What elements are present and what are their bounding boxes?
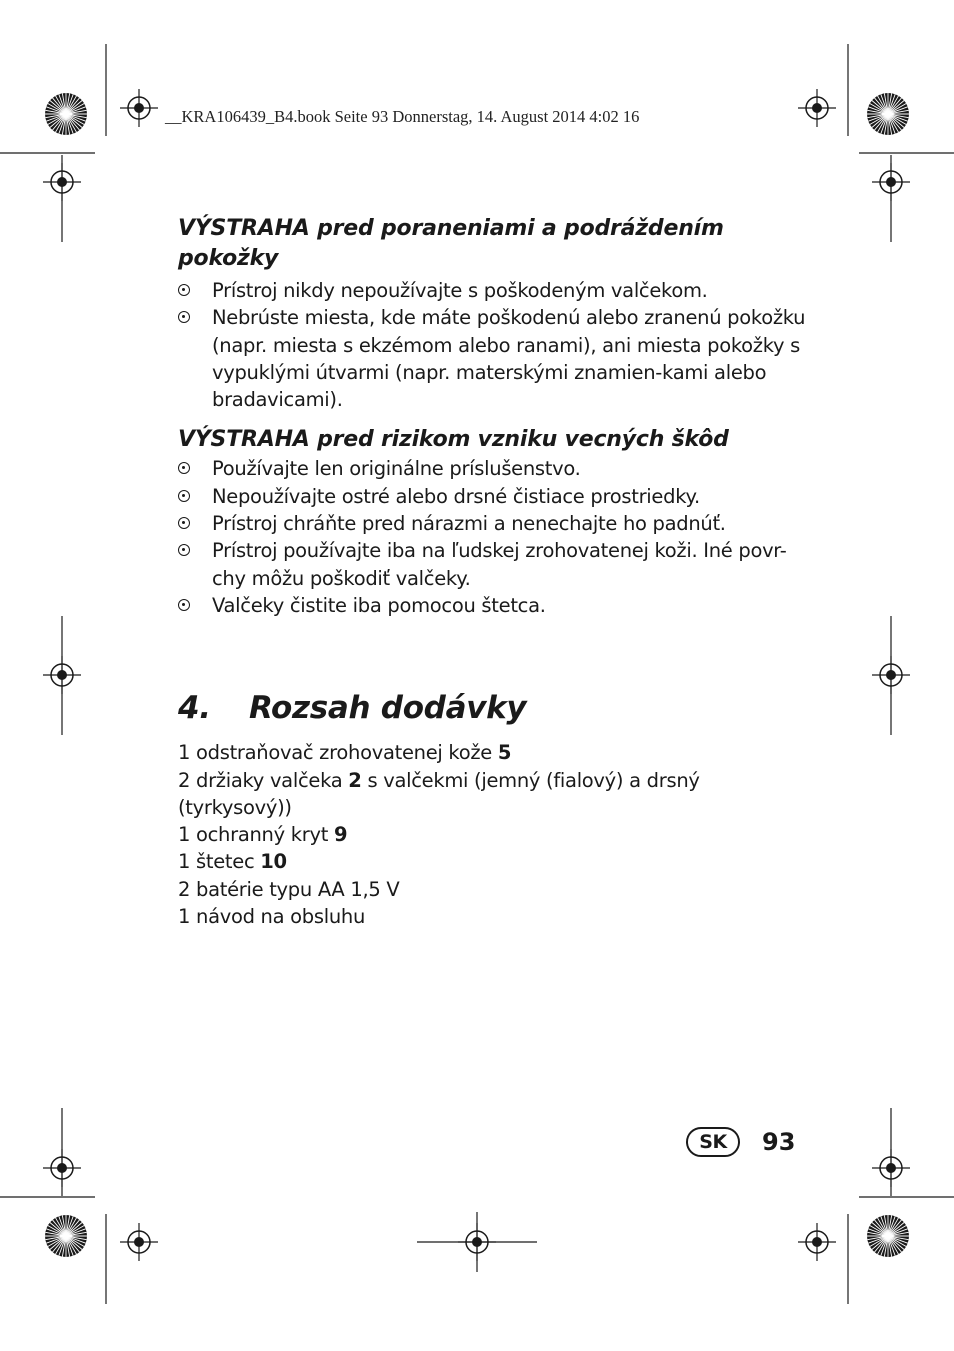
page-footer xyxy=(686,1127,795,1157)
delivery-item: 1 štetec 10 xyxy=(178,850,287,874)
delivery-item: 1 návod na obsluhu xyxy=(178,905,366,929)
warning-injury-list xyxy=(178,277,818,413)
section-heading xyxy=(178,688,818,728)
reference-number: 2 xyxy=(348,768,362,792)
list-item: Valčeky čistite iba pomocou štetca. xyxy=(178,592,818,619)
bullet-icon xyxy=(178,462,190,474)
page-number: 93 xyxy=(762,1128,796,1156)
reference-number: 10 xyxy=(260,850,287,874)
section-number: 4. xyxy=(178,690,211,727)
delivery-list xyxy=(178,739,818,930)
delivery-item: 2 držiaky valčeka 2 s valčekmi (jemný (fialový) a drsný (tyrkysový)) xyxy=(178,768,700,819)
list-item: Nepoužívajte ostré alebo drsné čistiace prostriedky. xyxy=(178,483,818,510)
warning-injury-title: VÝSTRAHA pred poraneniami a podráždením pokožky xyxy=(178,216,724,271)
list-item: Používajte len originálne príslušenstvo. xyxy=(178,455,818,482)
language-badge: SK xyxy=(686,1127,740,1157)
delivery-item: 1 odstraňovač zrohovatenej kože 5 xyxy=(178,741,512,765)
warning-damage-list xyxy=(178,455,818,619)
bullet-icon xyxy=(178,517,190,529)
print-header-info: __KRA106439_B4.book Seite 93 Donnerstag, 14. August 2014 4:02 16 xyxy=(165,107,640,126)
section-title: Rozsah dodávky xyxy=(249,690,527,727)
delivery-item: 1 ochranný kryt 9 xyxy=(178,823,348,847)
reference-number: 9 xyxy=(333,823,348,847)
page-content xyxy=(178,214,818,930)
reference-number: 5 xyxy=(497,741,512,765)
list-item: Nebrúste miesta, kde máte poškodenú alebo zranenú pokožku (napr. miesta s ekzémom alebo ranami), ani miesta pokožky s vypuklými útvarmi (napr. materskými znamien-kami alebo bradavicami). xyxy=(178,304,818,413)
bullet-icon xyxy=(178,311,190,323)
warning-damage-title: VÝSTRAHA pred rizikom vzniku vecných škôd xyxy=(178,427,729,453)
bullet-icon xyxy=(178,284,190,296)
bullet-icon xyxy=(178,599,190,611)
bullet-icon xyxy=(178,490,190,502)
list-item: Prístroj používajte iba na ľudskej zrohovatenej koži. Iné povr-chy môžu poškodiť valčeky. xyxy=(178,537,818,592)
delivery-item: 2 batérie typu AA 1,5 V xyxy=(178,877,400,901)
list-item: Prístroj nikdy nepoužívajte s poškodeným valčekom. xyxy=(178,277,818,304)
bullet-icon xyxy=(178,544,190,556)
list-item: Prístroj chráňte pred nárazmi a nenechajte ho padnúť. xyxy=(178,510,818,537)
